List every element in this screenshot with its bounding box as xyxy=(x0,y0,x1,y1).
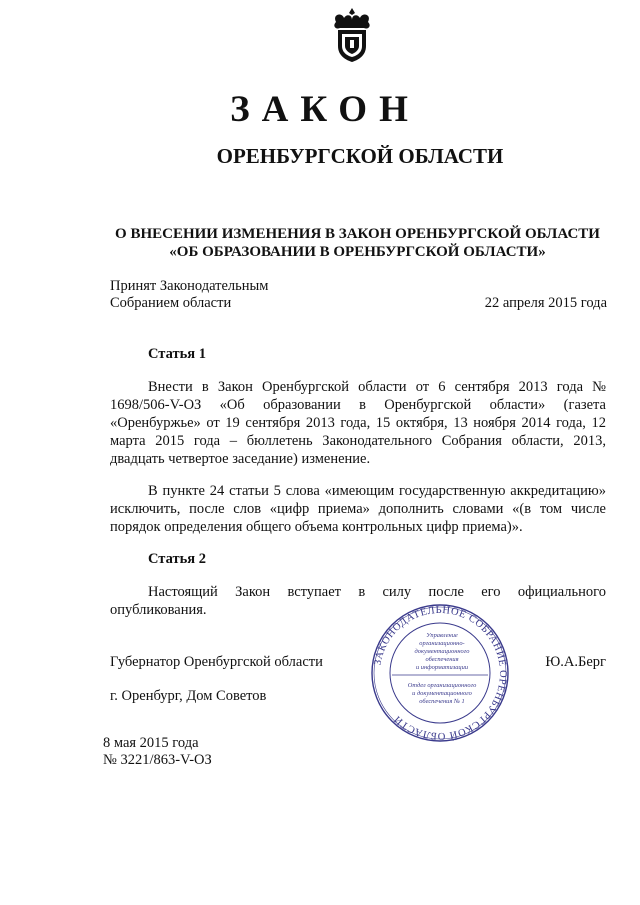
adoption-line-2: Собранием области xyxy=(110,295,232,311)
document-subject xyxy=(110,225,605,261)
document-date-number xyxy=(103,735,212,769)
seal-upper-line-4: обеспечения xyxy=(425,656,459,663)
signing-place: г. Оренбург, Дом Советов xyxy=(110,688,267,704)
signatory-position: Губернатор Оренбургской области xyxy=(110,654,323,670)
adoption-line-1: Принят Законодательным xyxy=(110,278,269,294)
seal-upper-line-3: документационного xyxy=(414,648,470,655)
coat-of-arms-icon xyxy=(328,6,376,64)
article-1-paragraph-1: Внести в Закон Оренбургской области от 6 сентября 2013 года № 1698/506-V-ОЗ «Об образовании в Оренбургской области» (газета «Оренбуржье» от 19 сентября 2013 года, 15 октября, 13 ноября 2014 года, 12 марта 2015 года – бюллетень Законодательного Собрания области, 2013, двадцать четвертое заседание) изменение. xyxy=(110,379,606,467)
article-2-paragraph-1: Настоящий Закон вступает в силу после его официального опубликования. xyxy=(110,584,606,618)
subject-line-2: «ОБ ОБРАЗОВАНИИ В ОРЕНБУРГСКОЙ ОБЛАСТИ» xyxy=(169,244,546,260)
document-number: № 3221/863-V-ОЗ xyxy=(103,752,212,768)
seal-lower-line-1: Отдел организационного xyxy=(407,682,477,689)
svg-text:ЗАКОНОДАТЕЛЬНОЕ СОБРАНИЕ ОРЕНБ xyxy=(373,605,509,741)
seal-upper-line-5: и информатизации xyxy=(415,664,469,671)
official-seal xyxy=(370,603,510,743)
subject-line-1: О ВНЕСЕНИИ ИЗМЕНЕНИЯ В ЗАКОН ОРЕНБУРГСКОЙ ОБЛАСТИ xyxy=(115,226,600,242)
document-title: ЗАКОН xyxy=(230,89,420,130)
seal-upper-line-2: организационно- xyxy=(419,640,465,647)
adoption-date: 22 апреля 2015 года xyxy=(484,295,607,311)
seal-outer-text: ЗАКОНОДАТЕЛЬНОЕ СОБРАНИЕ ОРЕНБУРГСКОЙ ОБЛАСТИ xyxy=(372,604,509,742)
signatory-name: Ю.А.Берг xyxy=(545,654,606,670)
article-2-heading: Статья 2 xyxy=(148,551,206,567)
adoption-note xyxy=(110,278,268,312)
document-region: ОРЕНБУРГСКОЙ ОБЛАСТИ xyxy=(216,144,504,168)
seal-upper-line-1: Управление xyxy=(426,632,458,639)
article-1-heading: Статья 1 xyxy=(148,346,206,362)
seal-lower-line-3: обеспечения № 1 xyxy=(419,698,465,705)
article-1-paragraph-2: В пункте 24 статьи 5 слова «имеющим государственную аккредитацию» исключить, после слов «цифр приема» дополнить словами «(в том числе порядок определения общего объема контрольных цифр приема)». xyxy=(110,483,606,535)
document-date: 8 мая 2015 года xyxy=(103,735,199,751)
seal-lower-line-2: и документационного xyxy=(412,690,472,697)
